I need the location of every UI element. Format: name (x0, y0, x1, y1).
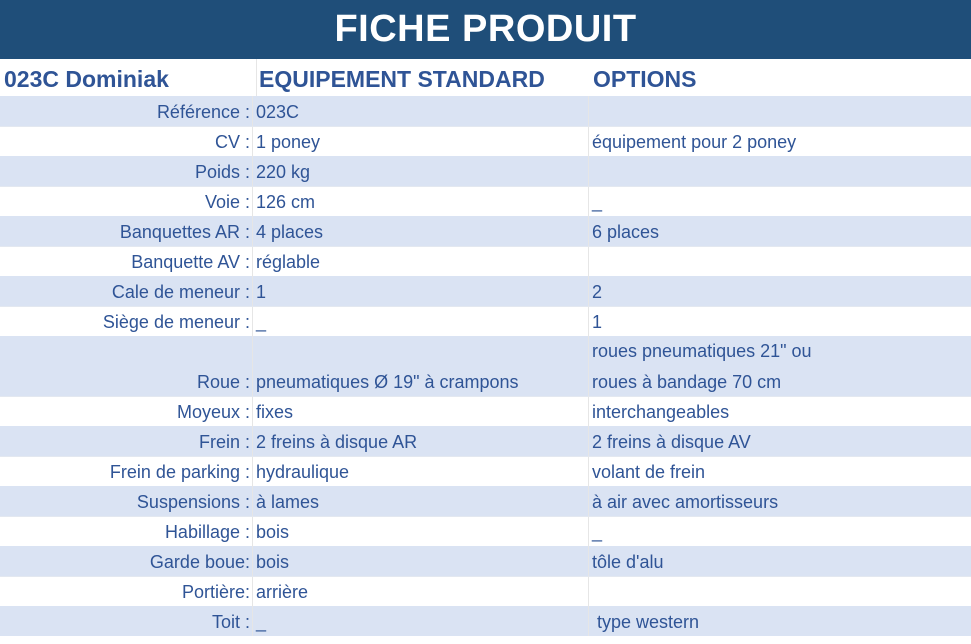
table-row-portiere (0, 576, 971, 606)
table-row-poids (0, 156, 971, 186)
row-label: Banquette AV : (131, 252, 250, 272)
row-standard-value: arrière (256, 582, 309, 602)
table-row-siege-de-meneur (0, 306, 971, 336)
row-standard-value: à lames (256, 492, 320, 512)
row-label: Cale de meneur : (111, 282, 250, 302)
row-option-value-line2: roues à bandage 70 cm (592, 372, 782, 392)
column-header-row (0, 59, 971, 97)
table-row-garde-boue (0, 546, 971, 576)
row-standard-value: 1 poney (256, 132, 321, 152)
options-header: OPTIONS (593, 66, 697, 92)
table-row-cale-de-meneur (0, 276, 971, 306)
row-option-value: _ (592, 522, 603, 542)
row-option-value: 1 (592, 312, 603, 332)
row-standard-value: 023C (256, 102, 300, 122)
row-standard-value: hydraulique (256, 462, 350, 482)
row-label: CV : (214, 132, 250, 152)
spec-table (0, 96, 971, 636)
row-standard-value: _ (256, 312, 267, 332)
row-standard-value: fixes (256, 402, 294, 422)
row-option-value: à air avec amortisseurs (592, 492, 779, 512)
table-row-frein-de-parking (0, 456, 971, 486)
page-title: FICHE PRODUIT (0, 0, 971, 59)
row-standard-value: bois (256, 552, 290, 572)
row-label: Référence : (156, 102, 250, 122)
row-standard-value: 126 cm (256, 192, 316, 212)
row-standard-value: 1 (256, 282, 267, 302)
row-label: Toit : (211, 612, 250, 632)
row-label: Habillage : (164, 522, 250, 542)
row-option-value: 2 freins à disque AV (592, 432, 751, 452)
row-label: Poids : (194, 162, 250, 182)
table-row-voie (0, 186, 971, 216)
row-option-value: type western (597, 612, 700, 632)
row-option-value: 6 places (592, 222, 660, 242)
table-row-suspensions (0, 486, 971, 516)
row-label: Suspensions : (136, 492, 250, 512)
product-name-header: 023C Dominiak (4, 66, 169, 92)
row-label: Garde boue: (149, 552, 250, 572)
row-label: Voie : (204, 192, 250, 212)
row-label: Frein : (198, 432, 250, 452)
row-option-value: _ (592, 192, 603, 212)
table-row-roue (0, 336, 971, 396)
table-row-reference (0, 96, 971, 126)
row-option-value: équipement pour 2 poney (592, 132, 797, 152)
table-row-habillage (0, 516, 971, 546)
row-label: Frein de parking : (109, 462, 250, 482)
row-option-value: 2 (592, 282, 603, 302)
table-row-frein (0, 426, 971, 456)
table-row-toit (0, 606, 971, 636)
row-label: Moyeux : (176, 402, 250, 422)
row-option-value: tôle d'alu (592, 552, 664, 572)
row-standard-value: bois (256, 522, 290, 542)
row-label: Roue : (196, 372, 250, 392)
standard-equipment-header: EQUIPEMENT STANDARD (256, 59, 545, 96)
row-standard-value: pneumatiques Ø 19" à crampons (256, 372, 519, 392)
table-row-cv (0, 126, 971, 156)
table-row-banquette-av (0, 246, 971, 276)
row-option-value: volant de frein (592, 462, 706, 482)
row-label: Banquettes AR : (119, 222, 250, 242)
row-label: Portière: (181, 582, 250, 602)
table-row-banquettes-ar (0, 216, 971, 246)
row-standard-value: réglable (256, 252, 321, 272)
row-standard-value: 2 freins à disque AR (256, 432, 418, 452)
row-standard-value: _ (256, 612, 267, 632)
row-option-value-line1: roues pneumatiques 21" ou (592, 341, 812, 361)
table-row-moyeux (0, 396, 971, 426)
row-standard-value: 220 kg (256, 162, 311, 182)
row-option-value: interchangeables (592, 402, 730, 422)
row-standard-value: 4 places (256, 222, 324, 242)
row-label: Siège de meneur : (102, 312, 250, 332)
